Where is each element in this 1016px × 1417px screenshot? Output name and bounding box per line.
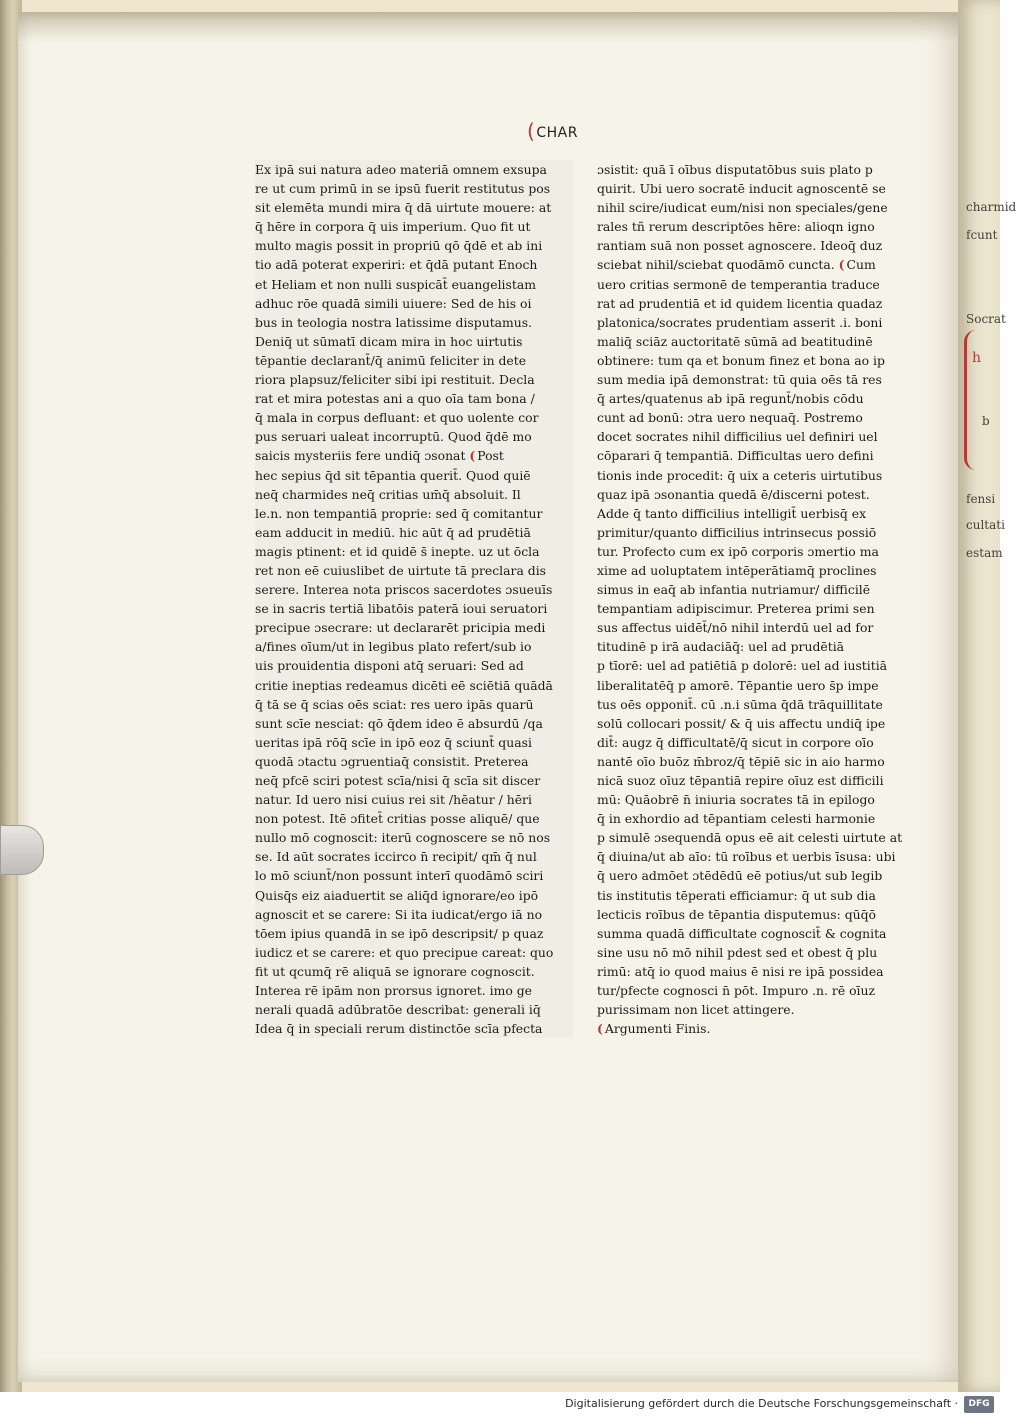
text-line: serere. Interea nota priscos sacerdotes ɔsueuīs bbox=[255, 580, 573, 599]
text-line: saicis mysteriis fere undiq̄ ɔsonat ( Post bbox=[255, 446, 573, 465]
text-line: tēpantie declarant̄/q̄ animū feliciter in dete bbox=[255, 351, 573, 370]
text-line: a/fines oīum/ut in legibus plato refert/sub io bbox=[255, 637, 573, 656]
text-line: q̄ uero admōet ɔtēdēdū eē potius/ut sub legib bbox=[597, 868, 883, 884]
text-line: rat ad prudentiā et id quidem licentia quadaz bbox=[597, 295, 883, 311]
text-line: neq̄ charmides neq̄ critias um̄q̄ absoluit. Il bbox=[255, 485, 573, 504]
text-line: cunt ad bonū: ɔtra uero nequaq̄. Postremo bbox=[597, 410, 863, 426]
text-line: obtinere: tum qa et bonum finez et bona ao ip bbox=[597, 352, 885, 368]
text-line: sine usu nō mō nihil pdest sed et obest q̄ plu bbox=[597, 944, 878, 960]
paragraph-mark-icon: ( bbox=[469, 448, 476, 464]
right-page-fragment: fcunt bbox=[966, 228, 998, 242]
text-line: sum media ipā demonstrat: tū quia oēs tā res bbox=[597, 372, 882, 388]
right-page-fragment: cultati bbox=[966, 518, 1005, 532]
paragraph-mark-icon: ( bbox=[527, 119, 536, 143]
text-line: adhuc rōe quadā simili uiuere: Sed de his oi bbox=[255, 294, 573, 313]
text-line: p simulē ɔsequendā opus eē ait celesti uirtute at bbox=[597, 830, 903, 846]
text-line: uero critias sermonē de temperantia traduce bbox=[597, 276, 880, 292]
text-line: sus affectus uidēt̄/nō nihil interdū uel ad for bbox=[597, 620, 874, 636]
text-line: lecticis roībus de tēpantia disputemus: qūq̄ō bbox=[597, 906, 876, 922]
text-line: summa quadā difficultate cognoscit̄ & cognita bbox=[597, 925, 887, 941]
text-line: q̄ tā se q̄ scias oēs sciat: res uero ipās quarū bbox=[255, 695, 573, 714]
text-line: pus seruari ualeat incorruptū. Quod q̄dē mo bbox=[255, 427, 573, 446]
text-line: agnoscit et se carere: Si ita iudicat/ergo iā no bbox=[255, 905, 573, 924]
text-line: q̄ diuina/ut ab aīo: tū roībus et uerbis īsusa: ubi bbox=[597, 849, 896, 865]
text-line: ɔsistit: quā ī oībus disputatōbus suis plato p bbox=[597, 162, 873, 177]
text-line: sunt scīe nesciat: qō q̄dem ideo ē absurdū /qa bbox=[255, 714, 573, 733]
text-line: ret non eē cuiuslibet de uirtute tā preclara dis bbox=[255, 561, 573, 580]
text-line: Quisq̄s eiz aiaduertit se aliq̄d ignorare/eo ipō bbox=[255, 886, 573, 905]
text-line: ( Argumenti Finis. bbox=[597, 1019, 935, 1038]
text-line: magis ptinent: et id quidē s̄ inepte. uz ut ōcla bbox=[255, 542, 573, 561]
text-line: nantē oīo buōz m̄broz/q̄ tēpiē sic in aio harmo bbox=[597, 753, 885, 769]
running-head-text: CHAR bbox=[536, 125, 578, 141]
text-line: mū: Quāobrē n̄ iniuria socrates tā in epilogo bbox=[597, 792, 875, 808]
text-line: tionis inde procedit: q̄ uix a ceteris uirtutibus bbox=[597, 467, 883, 483]
text-line: dit̄: augz q̄ difficultatē/q̄ sicut in corpore oīo bbox=[597, 734, 874, 750]
text-line: quaz ipā ɔsonantia quedā ē/discerni potest. bbox=[597, 486, 870, 502]
text-line: purissimam non licet attingere. bbox=[597, 1002, 795, 1018]
text-line: eam adducit in mediū. hic aūt q̄ ad prudētiā bbox=[255, 523, 573, 542]
text-line: fit ut qcumq̄ rē aliquā se ignorare cognoscit. bbox=[255, 962, 573, 981]
text-line: et Heliam et non nulli suspicāt̄ euangelistam bbox=[255, 275, 573, 294]
text-line: iudicz et se carere: et quo precipue careat: quo bbox=[255, 943, 573, 962]
adjacent-page-strip bbox=[958, 0, 1016, 1392]
text-line: quodā ɔtactu ɔgruentiaq̄ consistit. Preterea bbox=[255, 752, 573, 771]
text-line: sit elemēta mundi mira q̄ dā uirtute mouere: at bbox=[255, 198, 573, 217]
text-line: tus oēs opponit̄. cū .n.i sūma q̄dā trāquillitate bbox=[597, 696, 883, 712]
text-line: rat et mira potestas ani a quo oīa tam bona / bbox=[255, 389, 573, 408]
text-line: Adde q̄ tanto difficilius intelligit̄ uerbisq̄ ex bbox=[597, 505, 867, 521]
text-line: critie ineptias redeamus dicēti eē sciētiā quādā bbox=[255, 676, 573, 695]
right-page-fragment: fensi bbox=[966, 492, 996, 506]
text-line: maliq̄ sciāz auctoritatē sūmā ad beatitudinē bbox=[597, 333, 873, 349]
text-line: xime ad uoluptatem intēperātiamq̄ proclines bbox=[597, 562, 877, 578]
text-line: q̄ artes/quatenus ab ipā regunt̄/nobis cōdu bbox=[597, 391, 864, 407]
paragraph-mark-icon: ( bbox=[597, 1021, 603, 1037]
text-line: natur. Id uero nisi cuius rei sit /hēatur / hēri bbox=[255, 790, 573, 809]
text-line: lo mō sciunt̄/non possunt interī quodāmō sciri bbox=[255, 866, 573, 885]
footer-credit: Digitalisierung gefördert durch die Deutsche Forschungsgemeinschaft · bbox=[565, 1397, 958, 1410]
text-line: q̄ hēre in corpora q̄ uis imperium. Quo fit ut bbox=[255, 217, 573, 236]
text-line: Deniq̄ ut sūmatī dicam mira in hoc uirtutis bbox=[255, 332, 573, 351]
page-clip bbox=[0, 825, 44, 875]
text-line: liberalitatēq̄ p amorē. Tēpantie uero s̄p impe bbox=[597, 677, 879, 693]
text-line: primitur/quanto difficilius intrinsecus possiō bbox=[597, 524, 877, 540]
dfg-logo: DFG bbox=[964, 1396, 994, 1413]
text-line: Idea q̄ in speciali rerum distinctōe scīa pfecta bbox=[255, 1019, 573, 1038]
text-line: titudinē p irā audaciāq̄: uel ad prudētiā bbox=[597, 639, 845, 655]
text-line: tur. Profecto cum ex ipō corporis ɔmertio ma bbox=[597, 543, 879, 559]
text-line: tio adā poterat experiri: et q̄dā putant Enoch bbox=[255, 255, 573, 274]
text-line: platonica/socrates prudentiam asserit .i. boni bbox=[597, 314, 883, 330]
text-line: tōem ipius quandā in se ipō descripsit/ p quaz bbox=[255, 924, 573, 943]
text-line: rantiam suā non posset agnoscere. Ideoq̄ duz bbox=[597, 238, 883, 254]
text-line: nullo mō cognoscit: iterū cognoscere se nō nos bbox=[255, 828, 573, 847]
paragraph-mark-icon: ( bbox=[838, 257, 845, 273]
text-line: riora plapsuz/feliciter sibi ipi restituit. Decla bbox=[255, 370, 573, 389]
text-line: Ex ipā sui natura adeo materiā omnem exsupa bbox=[255, 160, 573, 179]
right-page-fragment: estam bbox=[966, 546, 1003, 560]
running-head bbox=[527, 118, 617, 143]
left-text-column bbox=[255, 160, 573, 1038]
text-line: sciebat nihil/sciebat quodāmō cuncta. ( Cum bbox=[597, 255, 935, 274]
text-line: hec sepius q̄d sit tēpantia querit̄. Quod quiē bbox=[255, 466, 573, 485]
text-line: tur/pfecte cognosci n̄ pōt. Impuro .n. rē oīuz bbox=[597, 983, 876, 999]
text-line: re ut cum primū in se ipsū fuerit restitutus pos bbox=[255, 179, 573, 198]
text-line: neq̄ pfcē sciri potest scīa/nisi q̄ scīa sit discer bbox=[255, 771, 573, 790]
text-line: docet socrates nihil difficilius uel definiri uel bbox=[597, 429, 878, 445]
text-line: simus in eaq̄ ab infantia nutriamur/ difficilē bbox=[597, 582, 871, 598]
text-line: rales tñ rerum descriptōes hēre: alioqn igno bbox=[597, 219, 875, 235]
text-line: nerali quadā adūbratōe describat: generali iq̄ bbox=[255, 1000, 573, 1019]
text-line: quirit. Ubi uero socratē inducit agnoscentē se bbox=[597, 181, 886, 197]
text-line: multo magis possit in propriū qō q̄dē et ab ini bbox=[255, 236, 573, 255]
text-line: nicā suoz oīuz tēpantiā repire oīuz est difficili bbox=[597, 773, 884, 788]
text-line: q̄ mala in corpus defluant: et quo uolente cor bbox=[255, 408, 573, 427]
right-page-fragment: h bbox=[972, 350, 982, 366]
text-line: q̄ in exhordio ad tēpantiam celesti harmonie bbox=[597, 811, 876, 827]
text-line: se in sacris tertiā libatōis paterā ioui seruatori bbox=[255, 599, 573, 618]
text-line: rimū: atq̄ io quod maius ē nisi re ipā possidea bbox=[597, 963, 884, 979]
text-line: le.n. non tempantiā proprie: sed q̄ comitantur bbox=[255, 504, 573, 523]
text-line: p tīorē: uel ad patiētiā p dolorē: uel ad iustitiā bbox=[597, 658, 888, 674]
text-line: nihil scire/iudicat eum/nisi non speciales/gene bbox=[597, 200, 888, 216]
text-line: non potest. Itē ɔfitet̄ critias posse aliquē/ que bbox=[255, 809, 573, 828]
text-line: ueritas ipā rōq̄ scīe in ipō eoz q̄ sciunt̄ quasi bbox=[255, 733, 573, 752]
text-line: cōparari q̄ tempantiā. Difficultas uero defini bbox=[597, 448, 874, 464]
text-line: tempantiam adipiscimur. Preterea primi sen bbox=[597, 601, 875, 617]
text-line: tis institutis tēperati efficiamur: q̄ ut sub dia bbox=[597, 887, 876, 903]
text-line: uis prouidentia disponi atq̄ seruari: Sed ad bbox=[255, 656, 573, 675]
text-line: bus in teologia nostra latissime disputamus. bbox=[255, 313, 573, 332]
page-top-shadow bbox=[18, 12, 968, 42]
text-line: se. Id aūt socrates iccirco n̄ recipit/ qm̄ q̄ nul bbox=[255, 847, 573, 866]
text-line: Interea rē ipām non prorsus ignoret. imo ge bbox=[255, 981, 573, 1000]
text-line: precipue ɔsecrare: ut declararēt pricipia medi bbox=[255, 618, 573, 637]
right-page-fragment: Socrat bbox=[966, 312, 1006, 326]
text-line: solū collocari possit/ & q̄ uis affectu undiq̄ ipe bbox=[597, 715, 886, 731]
right-text-column bbox=[597, 160, 935, 1038]
right-page-fragment: charmid bbox=[966, 200, 1016, 214]
right-page-fragment: b bbox=[982, 414, 990, 428]
